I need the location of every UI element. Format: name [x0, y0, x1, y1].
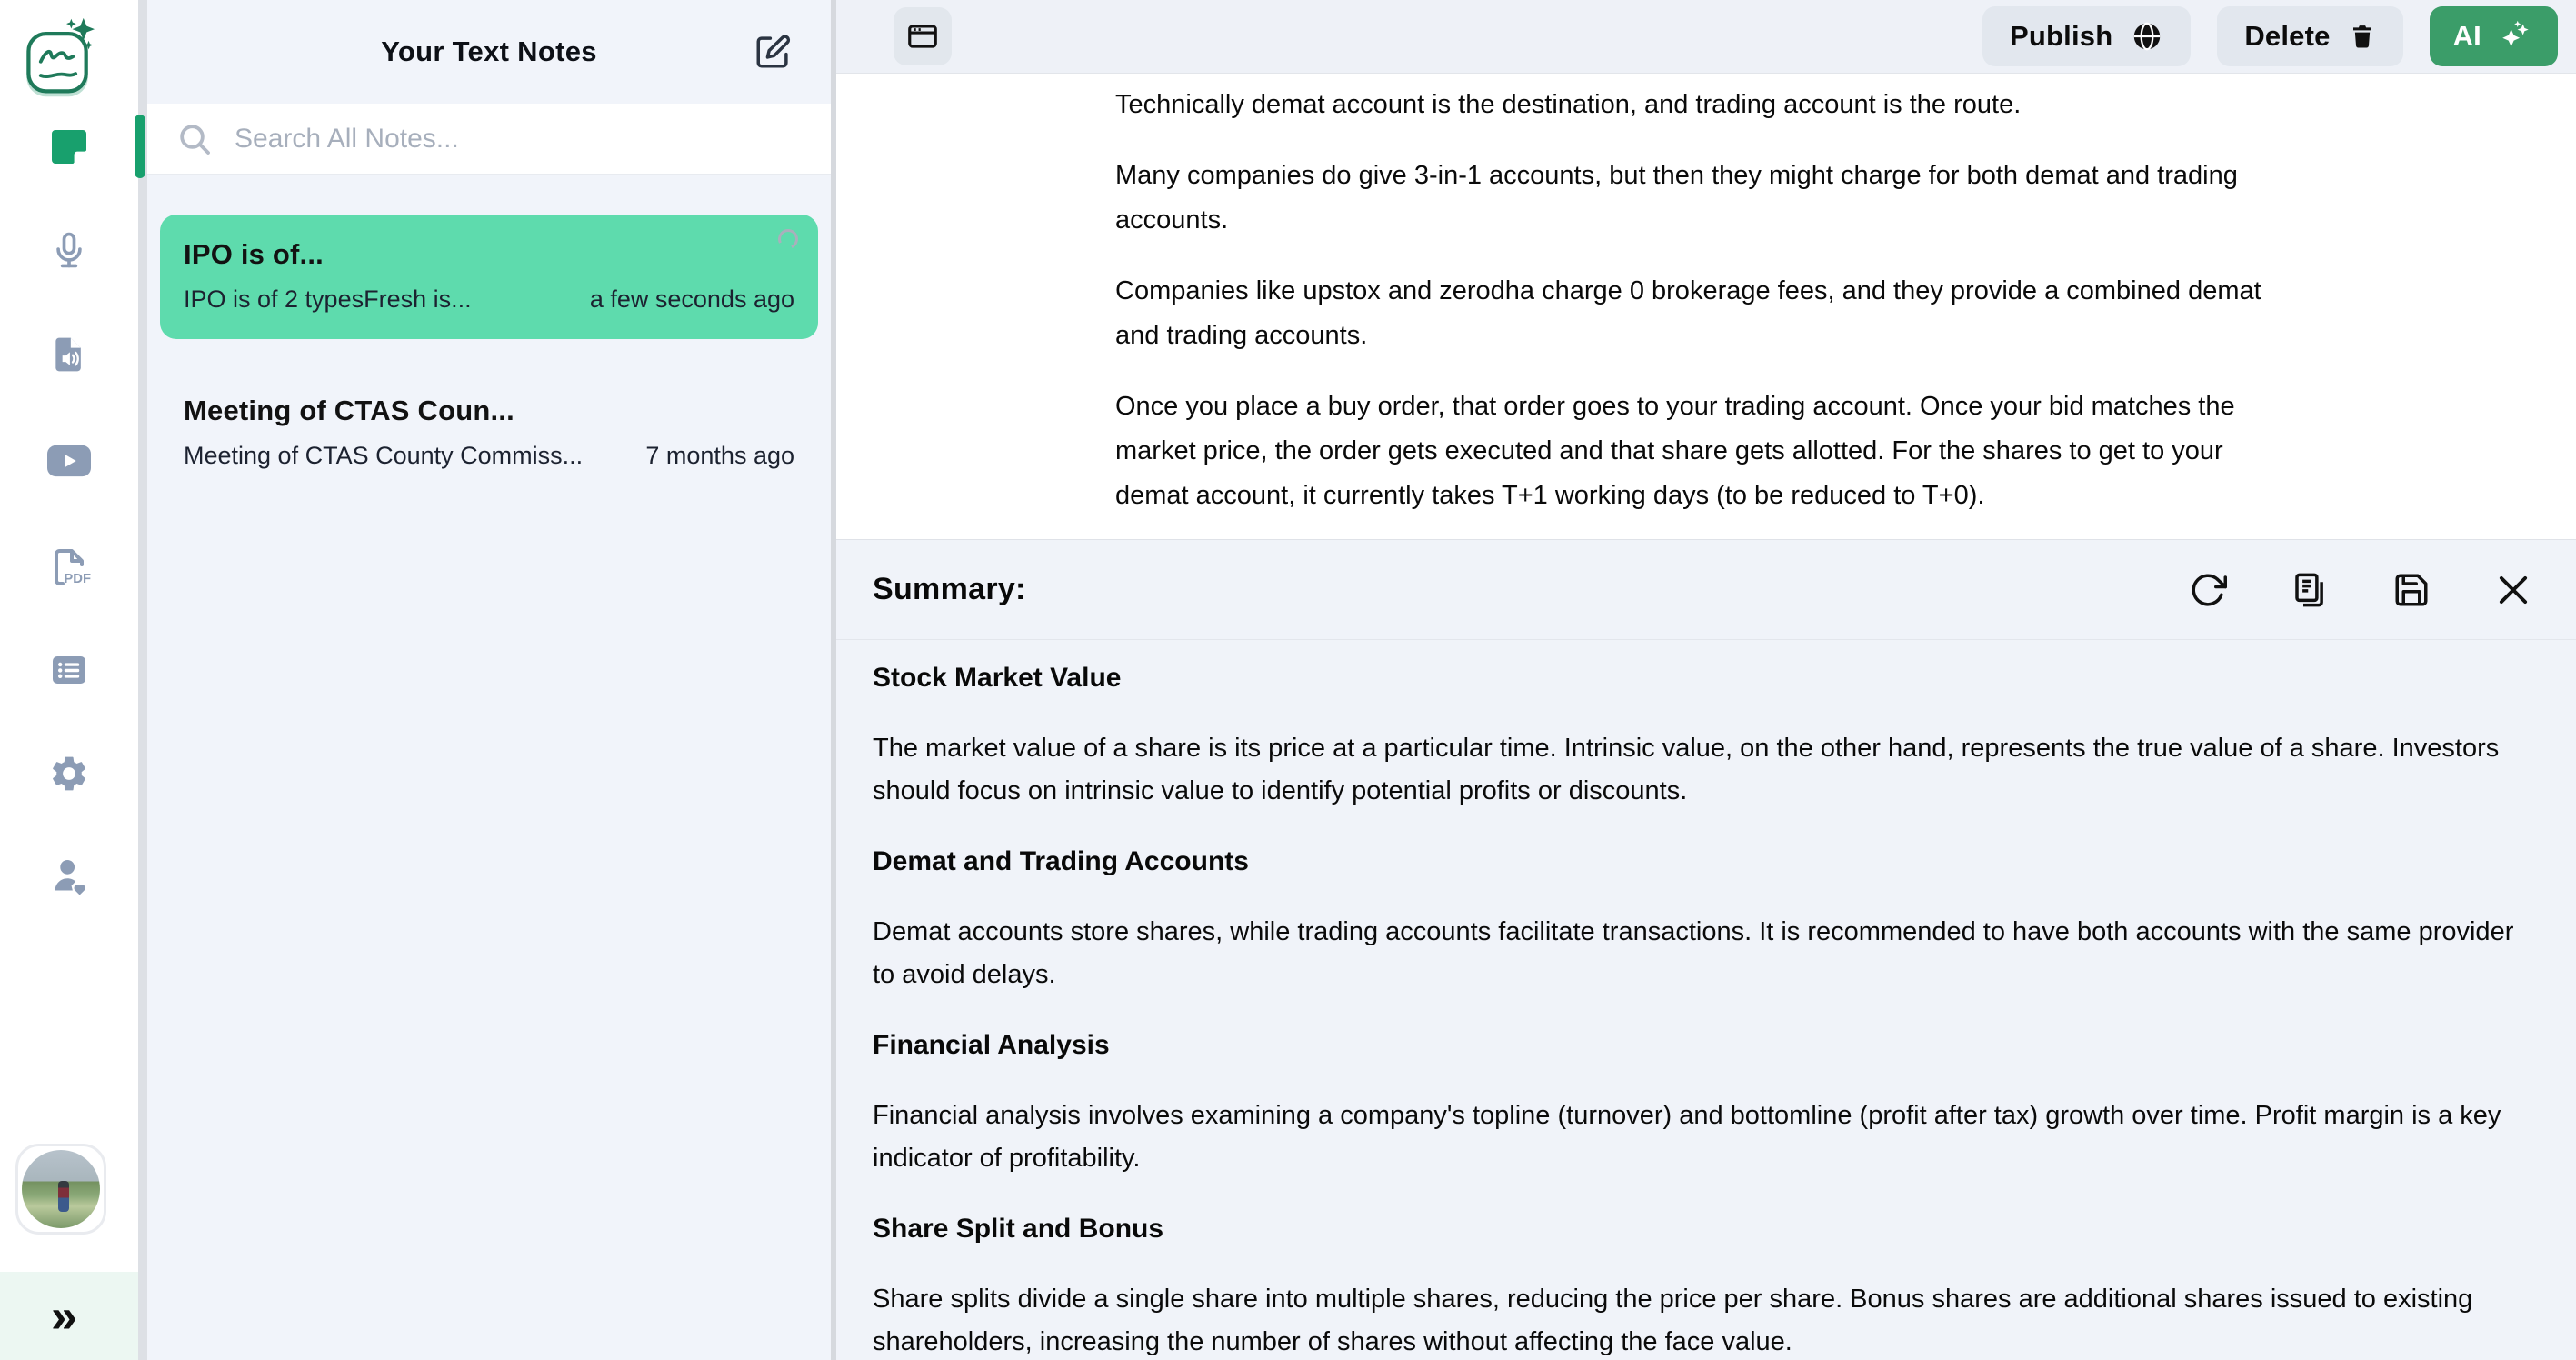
- summary-section-body: Share splits divide a single share into multiple shares, reducing the price per share. Bonus shares are additional shares issued to existing shareholders, increasing the number of shares without affecting the face value.: [873, 1285, 2473, 1356]
- user-heart-icon: [49, 855, 89, 895]
- note-preview: IPO is of 2 typesFresh is...: [184, 285, 472, 313]
- note-list: [147, 215, 831, 495]
- summary-panel: [836, 539, 2576, 1360]
- ai-button[interactable]: AI: [2430, 6, 2558, 66]
- close-summary-button[interactable]: [2492, 569, 2534, 611]
- sidebar-item-text-notes[interactable]: [0, 120, 138, 173]
- sidebar-item-audio-file[interactable]: [0, 328, 138, 381]
- microphone-icon: [49, 230, 89, 270]
- reader-view-button[interactable]: [894, 7, 952, 65]
- pdf-file-icon: [47, 545, 91, 589]
- trash-icon: [2349, 21, 2376, 52]
- transcript-paragraph: Many companies do give 3-in-1 accounts, but then they might charge for both demat and trading accounts.: [1115, 161, 2238, 235]
- sidebar: [0, 0, 138, 1360]
- svg-text:PDF: PDF: [64, 572, 91, 587]
- list-feed-icon: [47, 648, 91, 692]
- scribble-note-sparkle-icon: [16, 15, 100, 98]
- publish-button[interactable]: Publish: [1982, 6, 2191, 66]
- sidebar-divider: [138, 0, 147, 1360]
- summary-title: Summary:: [873, 572, 1026, 606]
- search-input[interactable]: [233, 123, 831, 155]
- summary-section-heading: Demat and Trading Accounts: [873, 846, 1249, 876]
- delete-button[interactable]: Delete: [2217, 6, 2402, 66]
- summary-content[interactable]: [836, 640, 2576, 1359]
- note-title: Meeting of CTAS Coun...: [184, 395, 514, 426]
- save-icon: [2392, 571, 2431, 609]
- top-toolbar: [836, 0, 2576, 74]
- notes-panel-header: [147, 0, 831, 104]
- sidebar-item-settings[interactable]: [0, 747, 138, 800]
- sparkles-icon: [2496, 19, 2534, 54]
- browser-window-icon: [905, 19, 940, 54]
- summary-section-body: Financial analysis involves examining a company's topline (turnover) and bottomline (profit after tax) growth over time. Profit margin is a key indicator of profitability.: [873, 1101, 2501, 1173]
- summary-header: [836, 540, 2576, 640]
- note-list-item[interactable]: [160, 371, 818, 495]
- summary-section-body: Demat accounts store shares, while trading accounts facilitate transactions. It is recommended to have both accounts with the same provider to avoid delays.: [873, 917, 2514, 989]
- search-bar: [147, 104, 831, 175]
- summary-section-heading: Share Split and Bonus: [873, 1214, 1164, 1244]
- sidebar-item-pdf-upload[interactable]: [0, 541, 138, 594]
- sticky-note-icon: [47, 125, 91, 168]
- copy-summary-button[interactable]: [2289, 569, 2331, 611]
- transcript-paragraph: Companies like upstox and zerodha charge 0 brokerage fees, and they provide a combined demat and trading accounts.: [1115, 276, 2261, 350]
- avatar-photo: [22, 1150, 100, 1228]
- summary-section-heading: Financial Analysis: [873, 1030, 1110, 1060]
- active-nav-indicator: [135, 115, 145, 178]
- compose-icon: [754, 33, 792, 71]
- transcript-text: [1115, 74, 2297, 518]
- note-timestamp: 7 months ago: [645, 442, 794, 469]
- panel-divider: [831, 0, 836, 1360]
- youtube-icon: [47, 445, 91, 477]
- sidebar-expand-button[interactable]: [0, 1272, 138, 1360]
- transcript-paragraph: Once you place a buy order, that order goes to your trading account. Once your bid matches the market price, the order gets executed and that share gets allotted. For the shares to get to your demat account, it currently takes T+1 working days (to be reduced to T+0).: [1115, 392, 2235, 510]
- app-logo[interactable]: [16, 15, 100, 98]
- copy-icon: [2291, 571, 2329, 609]
- note-preview: Meeting of CTAS County Commiss...: [184, 442, 584, 469]
- note-title: IPO is of...: [184, 238, 324, 270]
- sidebar-item-record-audio[interactable]: [0, 224, 138, 276]
- transcript-view[interactable]: [836, 74, 2576, 539]
- sidebar-item-all-notes[interactable]: [0, 644, 138, 696]
- gear-icon: [48, 753, 90, 795]
- globe-icon: [2131, 20, 2163, 53]
- transcript-paragraph: Technically demat account is the destination, and trading account is the route.: [1115, 90, 2022, 119]
- search-icon: [176, 121, 213, 157]
- sidebar-item-profile[interactable]: [0, 849, 138, 902]
- note-timestamp: a few seconds ago: [589, 285, 794, 313]
- save-summary-button[interactable]: [2391, 569, 2432, 611]
- summary-section-heading: Stock Market Value: [873, 663, 1122, 693]
- regenerate-summary-button[interactable]: [2187, 569, 2229, 611]
- note-list-item-selected[interactable]: [160, 215, 818, 339]
- new-note-button[interactable]: [751, 30, 794, 74]
- user-avatar[interactable]: [15, 1144, 106, 1235]
- refresh-icon: [2189, 571, 2227, 609]
- main-content: [836, 0, 2576, 1360]
- summary-section-body: The market value of a share is its price at a particular time. Intrinsic value, on the other hand, represents the true value of a share. Investors should focus on intrinsic value to identify potential profits or discounts.: [873, 734, 2500, 805]
- close-icon: [2494, 571, 2532, 609]
- sidebar-item-youtube[interactable]: [0, 435, 138, 487]
- notes-panel-title: Your Text Notes: [381, 35, 597, 67]
- chevrons-right-icon: »: [51, 1289, 77, 1343]
- notes-panel: [147, 0, 831, 1360]
- audio-file-icon: [49, 335, 89, 375]
